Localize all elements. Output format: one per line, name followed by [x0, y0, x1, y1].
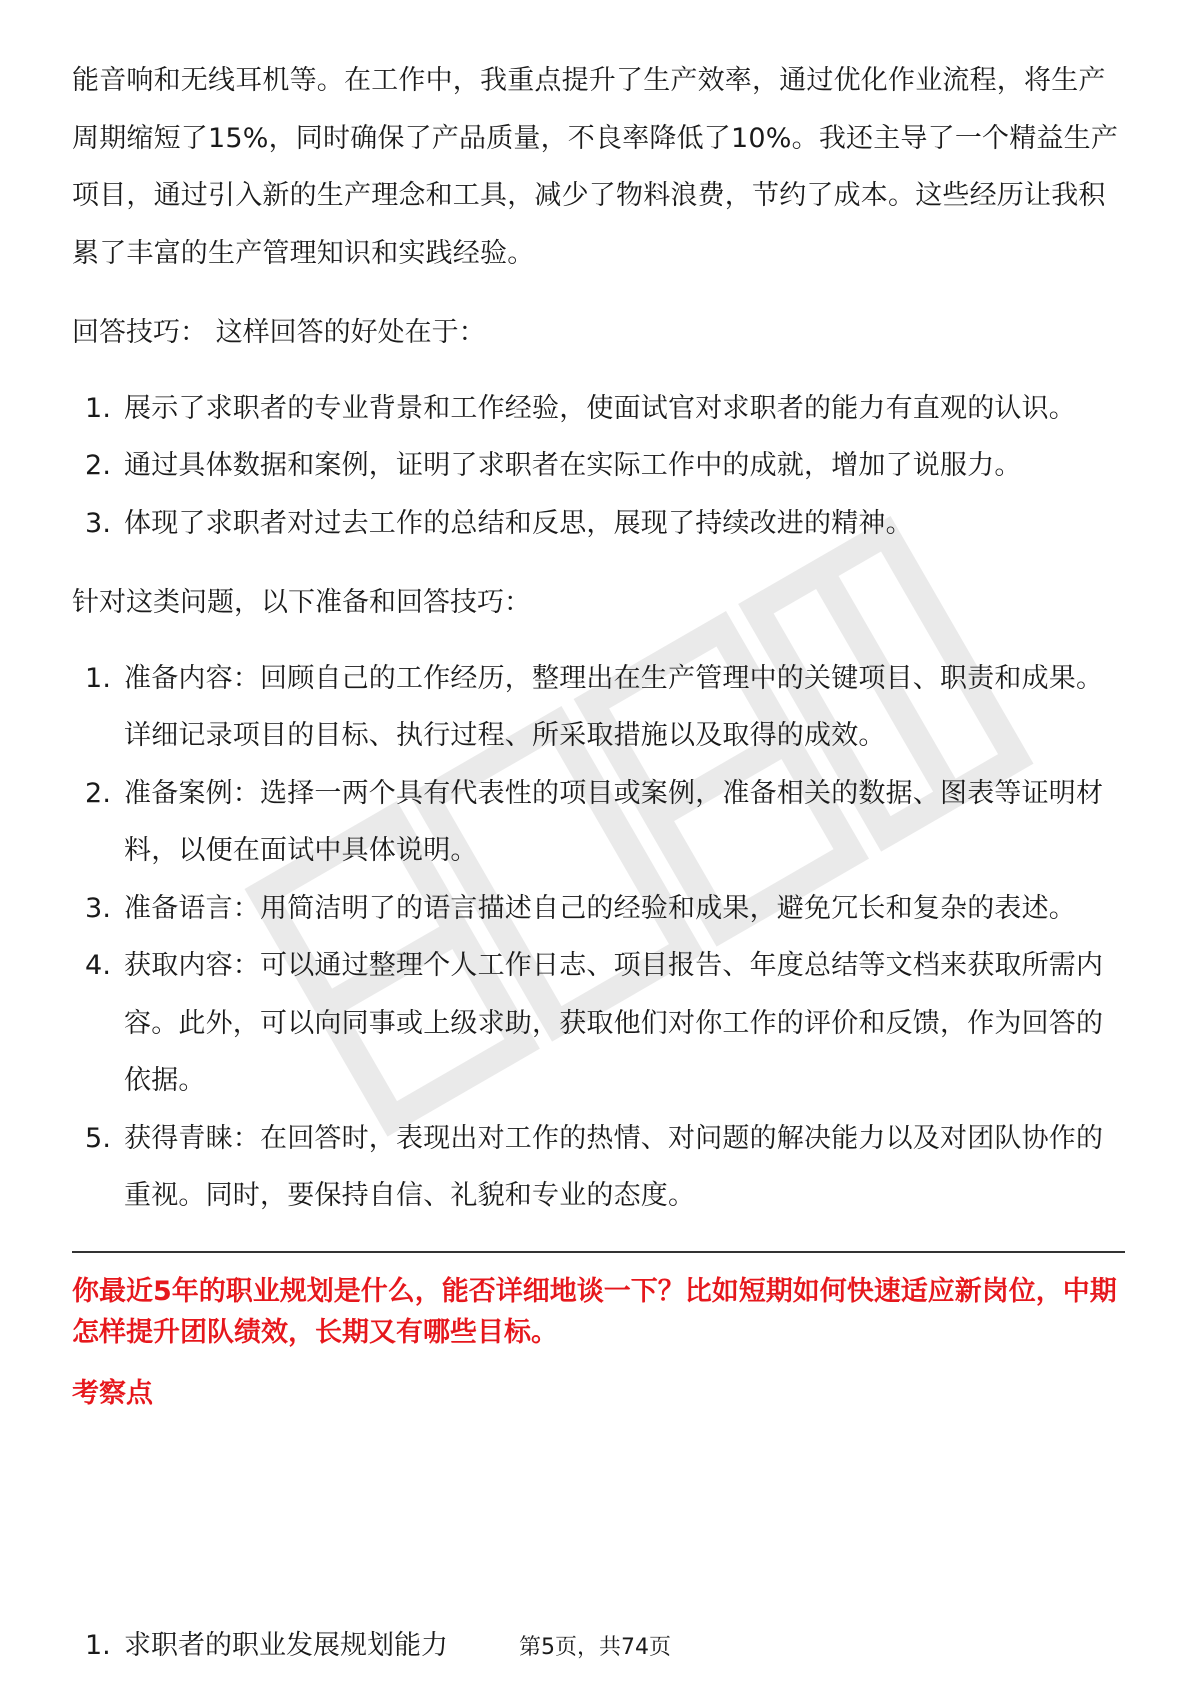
document-page — [72, 52, 1125, 1414]
prep-heading: 针对这类问题，以下准备和回答技巧： — [72, 587, 531, 618]
tips-heading: 回答技巧： 这样回答的好处在于： — [72, 317, 486, 348]
list-item-text: 获得青睐：在回答时，表现出对工作的热情、对问题的解决能力以及对团队协作的重视。同时，要保持自信、礼貌和专业的态度。 — [124, 1122, 1104, 1211]
list-item-text: 准备内容：回顾自己的工作经历，整理出在生产管理中的关键项目、职责和成果。详细记录项目的目标、执行过程、所采取措施以及取得的成效。 — [124, 662, 1104, 751]
list-item — [72, 880, 1125, 938]
list-number: 4. — [85, 950, 112, 981]
question-heading: 你最近5年的职业规划是什么，能否详细地谈一下？比如短期如何快速适应新岗位，中期怎样提升团队绩效，长期又有哪些目标。 — [72, 1275, 1117, 1348]
list-item — [72, 650, 1125, 765]
list-item-text: 体现了求职者对过去工作的总结和反思，展现了持续改进的精神。 — [124, 507, 913, 539]
list-item — [72, 437, 1125, 495]
list-item-text: 准备语言：用简洁明了的语言描述自己的经验和成果，避免冗长和复杂的表述。 — [124, 892, 1076, 924]
list-item-text: 求职者的职业发展规划能力 — [124, 1630, 448, 1661]
list-number: 3. — [85, 892, 112, 924]
list-item — [72, 380, 1125, 438]
list-item — [72, 765, 1125, 880]
list-item-text: 准备案例：选择一两个具有代表性的项目或案例，准备相关的数据、图表等证明材料，以便在面试中具体说明。 — [124, 777, 1104, 866]
list-item — [72, 937, 1125, 1110]
list-item — [72, 495, 1125, 553]
list-number: 5. — [85, 1122, 112, 1154]
list-number: 1. — [85, 392, 112, 424]
section-title: 考察点 — [72, 1377, 153, 1409]
tips-list — [72, 380, 1125, 553]
page-footer: 第5页，共74页 — [519, 1635, 671, 1660]
list-number: 2. — [85, 450, 112, 481]
list-number: 2. — [85, 777, 112, 809]
list-number: 1. — [85, 662, 112, 694]
prep-list — [72, 650, 1125, 1225]
intro-paragraph: 能音响和无线耳机等。在工作中，我重点提升了生产效率，通过优化作业流程，将生产周期缩短了15%，同时确保了产品质量，不良率降低了10%。我还主导了一个精益生产项目，通过引入新的生产理念和工具，减少了物料浪费，节约了成本。这些经历让我积累了丰富的生产管理知识和实践经验。 — [72, 65, 1119, 269]
list-number: 3. — [85, 507, 112, 539]
list-item-text: 获取内容：可以通过整理个人工作日志、项目报告、年度总结等文档来获取所需内容。此外，可以向同事或上级求助，获取他们对你工作的评价和反馈，作为回答的依据。 — [124, 950, 1104, 1096]
list-item — [72, 1110, 1125, 1225]
section-divider — [72, 1251, 1125, 1253]
list-item-text: 通过具体数据和案例，证明了求职者在实际工作中的成就，增加了说服力。 — [124, 450, 1022, 481]
list-number: 1. — [85, 1630, 111, 1661]
list-item-text: 展示了求职者的专业背景和工作经验，使面试官对求职者的能力有直观的认识。 — [124, 392, 1076, 424]
